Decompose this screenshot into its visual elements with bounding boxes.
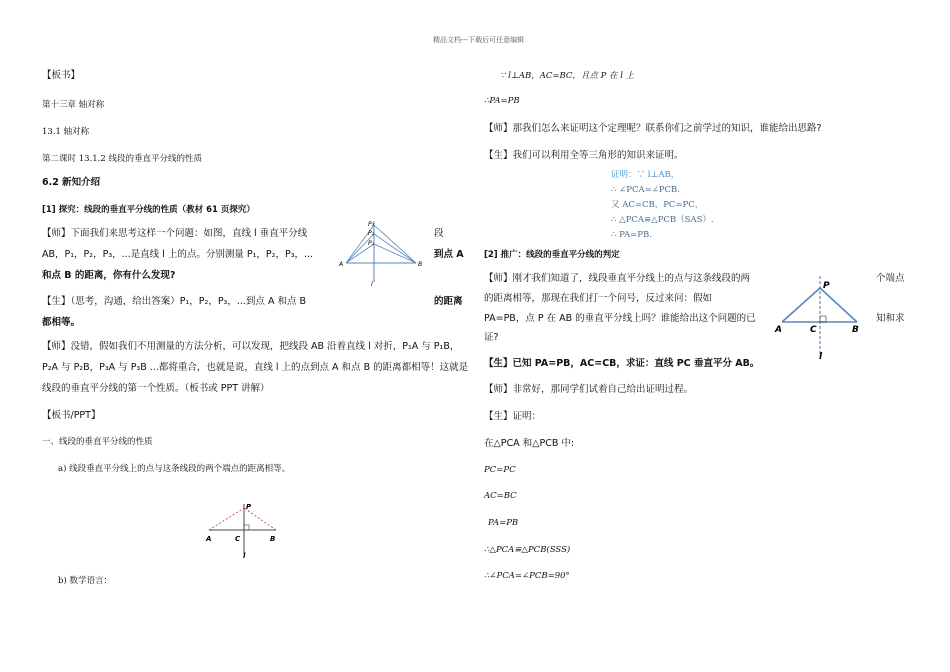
teacher-q-line2-end: 到点 A (434, 249, 464, 260)
board-label: 【板书】 (42, 70, 81, 81)
teacher-q-line1-end: 段 (434, 228, 444, 239)
proof-line-4: ∴ △PCA≌△PCB（SAS）. (611, 215, 714, 225)
proof-step-6: ∴∠PCA=∠PCB=90° (484, 571, 570, 581)
lesson-title: 第二课时 13.1.2 线段的垂直平分线的性质 (42, 154, 202, 164)
conclusion-statement: ∴PA=PB (484, 96, 520, 106)
teacher-converse-line2: 的距离相等，那现在我们打一个问号，反过来问：假如 (484, 293, 713, 304)
chapter-title: 第十三章 轴对称 (42, 100, 105, 110)
proof-step-1: 在△PCA 和△PCB 中: (484, 438, 575, 449)
proof-step-5: ∴△PCA≌△PCB(SSS) (484, 545, 571, 555)
new-knowledge-heading: 6.2 新知介绍 (42, 177, 101, 188)
proof-line-2: ∴ ∠PCA=∠PCB. (611, 185, 681, 195)
property-b: b) 数学语言： (58, 576, 112, 586)
given-statement: ∵ l⊥AB，AC=BC，且点 P 在 l 上 (500, 71, 635, 81)
proof-step-3: AC=BC (484, 491, 517, 501)
label-l: l (243, 552, 246, 560)
label-p: P (246, 503, 252, 511)
proof-step-2: PC=PC (484, 465, 516, 475)
proof-line-3: 又 AC=CB，PC=PC， (611, 200, 704, 210)
label-l: l (371, 281, 373, 288)
proof-box (611, 168, 714, 243)
student-answer-line2: 都相等。 (42, 317, 81, 328)
student-proof-label: 【生】证明： (484, 411, 542, 422)
teacher-explain-line2: P₂A 与 P₂B，P₃A 与 P₃B ...都将重合，也就是说，直线 l 上的点到点 A 和点 B 的距离都相等！这就是 (42, 362, 469, 373)
label-p1: P₁ (368, 240, 375, 247)
label-a: A (339, 261, 344, 268)
student-answer-line1-end: 的距离 (434, 296, 463, 307)
label-p: P (823, 281, 830, 291)
proof-line-5: ∴ PA=PB. (611, 230, 652, 240)
teacher-explain-line1: 【师】没错，假如我们不用测量的方法分析，可以发现，把线段 AB 沿着直线 l 对折，P₁A 与 P₁B， (42, 341, 460, 352)
figure-converse (772, 274, 870, 360)
label-a: A (206, 535, 212, 543)
label-a: A (775, 325, 782, 335)
label-c: C (810, 325, 817, 335)
student-given-prove: 【生】已知 PA=PB，AC=CB，求证：直线 PC 垂直平分 AB。 (484, 358, 760, 369)
label-p3: P₃ (368, 221, 375, 228)
label-b: B (418, 261, 423, 268)
teacher-q-line3: 和点 B 的距离，你有什么发现? (42, 270, 176, 281)
generalize-heading: [2] 推广：线段的垂直平分线的判定 (484, 250, 620, 260)
page-header: 精品文档---下载后可任意编辑 (433, 36, 525, 44)
proof-step-4: PA=PB (488, 518, 519, 528)
teacher-converse-line3-end: 知和求 (876, 313, 905, 324)
section-title: 13.1 轴对称 (42, 127, 90, 137)
teacher-encourage: 【师】非常好，那同学们试着自己给出证明过程。 (484, 384, 694, 395)
label-b: B (270, 535, 276, 543)
label-p2: P₂ (368, 230, 375, 237)
student-proof-idea: 【生】我们可以利用全等三角形的知识来证明。 (484, 150, 684, 161)
label-c: C (235, 535, 241, 543)
label-b: B (852, 325, 859, 335)
label-l: l (819, 352, 823, 360)
teacher-q-line1: 【师】下面我们来思考这样一个问题：如图，直线 l 垂直平分线 (42, 228, 308, 239)
teacher-converse-line4: 证? (484, 332, 499, 343)
teacher-explain-line3: 线段的垂直平分线的第一个性质。（板书或 PPT 讲解） (42, 383, 270, 394)
board-ppt-label: 【板书/PPT】 (42, 410, 101, 421)
teacher-converse-line1: 【师】刚才我们知道了，线段垂直平分线上的点与这条线段的两 (484, 273, 751, 284)
proof-line-1: 证明：∵ l⊥AB， (611, 170, 680, 180)
teacher-proof-question: 【师】那我们怎么来证明这个定理呢？联系你们之前学过的知识，谁能给出思路? (484, 123, 822, 134)
teacher-converse-line3: PA=PB，点 P 在 AB 的垂直平分线上吗？谁能给出这个问题的已 (484, 313, 756, 324)
teacher-converse-line1-end: 个端点 (876, 273, 905, 284)
property-a: a) 线段垂直平分线上的点与这条线段的两个端点的距离相等。 (58, 464, 291, 474)
explore-heading: [1] 探究：线段的垂直平分线的性质（教材 61 页探究） (42, 205, 255, 215)
property-heading: 一、线段的垂直平分线的性质 (42, 437, 153, 447)
student-answer-line1: 【生】（思考，沟通，给出答案）P₁，P₂，P₃，...到点 A 和点 B (42, 296, 306, 307)
teacher-q-line2: AB，P₁，P₂，P₃，...是直线 l 上的点。分别测量 P₁，P₂，P₃，... (42, 249, 314, 260)
figure-perpendicular-points (336, 218, 428, 288)
figure-property (204, 500, 284, 560)
